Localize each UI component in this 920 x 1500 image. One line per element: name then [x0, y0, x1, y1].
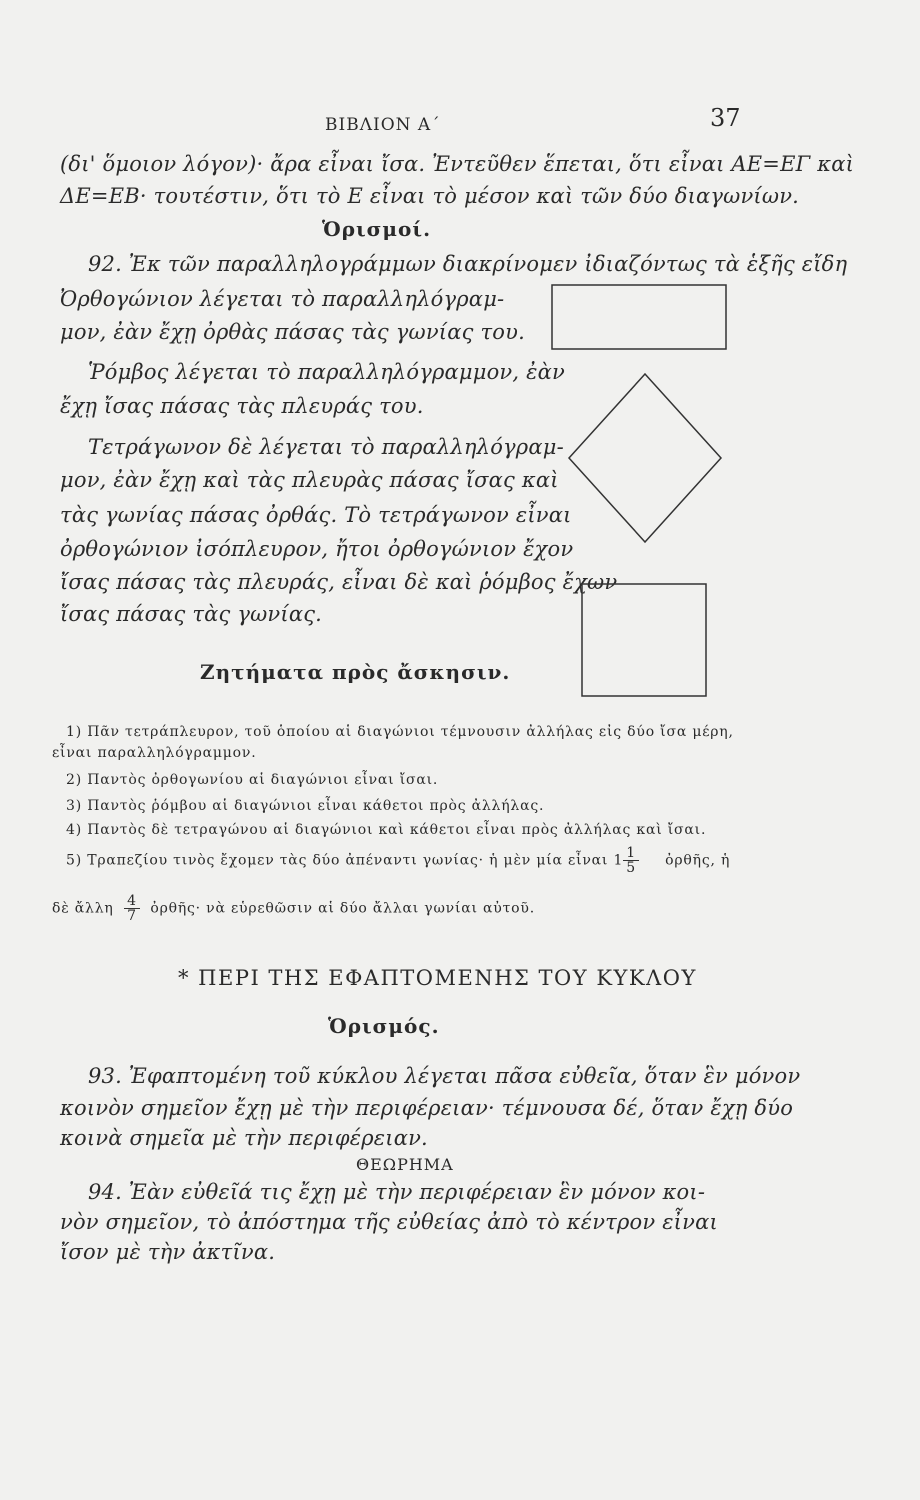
definitions-heading: Ὁρισμοί. — [322, 217, 432, 241]
exercise-5b-text-end: ὀρθῆς· νὰ εὑρεθῶσιν αἱ δύο ἄλλαι γωνίαι αὐτοῦ. — [150, 900, 535, 917]
page-number: 37 — [710, 104, 741, 132]
p92-line-1: 92. Ἐκ τῶν παραλληλογράμμων διακρίνομεν ἰδιαζόντως τὰ ἑξῆς εἴδη — [88, 252, 848, 276]
intro-line-1: (δι' ὅμοιον λόγον)· ἄρα εἶναι ἴσα. Ἐντεῦθεν ἕπεται, ὅτι εἶναι ΑΕ=ΕΓ καὶ — [60, 152, 855, 176]
fraction-one-fifth — [623, 846, 639, 875]
p93-line-3: κοινὰ σημεῖα μὲ τὴν περιφέρειαν. — [60, 1126, 428, 1150]
p94-line-2: νὸν σημεῖον, τὸ ἀπόστημα τῆς εὐθείας ἀπὸ τὸ κέντρον εἶναι — [60, 1210, 718, 1234]
exercise-5-text: 5) Τραπεζίου τινὸς ἔχομεν τὰς δύο ἀπέναντι γωνίας· ἡ μὲν μία εἶναι 1 — [66, 852, 624, 869]
exercise-5-text-end: ὀρθῆς, ἡ — [665, 852, 731, 869]
intro-line-2: ΔΕ=ΕΒ· τουτέστιν, ὅτι τὸ Ε εἶναι τὸ μέσον καὶ τῶν δύο διαγωνίων. — [60, 184, 800, 208]
p94-line-1: 94. Ἐὰν εὐθεῖά τις ἔχῃ μὲ τὴν περιφέρειαν ἓν μόνον κοι- — [88, 1180, 706, 1204]
exercise-2: 2) Παντὸς ὀρθογωνίου αἱ διαγώνιοι εἶναι ἴσαι. — [66, 772, 439, 788]
p92-line-9: ὀρθογώνιον ἰσόπλευρον, ἤτοι ὀρθογώνιον ἔχον — [60, 537, 574, 561]
p93-line-2: κοινὸν σημεῖον ἔχῃ μὲ τὴν περιφέρειαν· τέμνουσα δέ, ὅταν ἔχῃ δύο — [60, 1096, 794, 1120]
fraction-denominator: 7 — [124, 908, 140, 923]
fraction-denominator: 5 — [623, 860, 639, 875]
p92-line-2: Ὀρθογώνιον λέγεται τὸ παραλληλόγραμ- — [60, 287, 505, 311]
fraction-numerator: 4 — [127, 893, 137, 909]
p92-line-8: τὰς γωνίας πάσας ὀρθάς. Τὸ τετράγωνον εἶναι — [60, 503, 572, 527]
exercise-5 — [66, 846, 730, 875]
section-title: * ΠΕΡΙ ΤΗΣ ΕΦΑΠΤΟΜΕΝΗΣ ΤΟΥ ΚΥΚΛΟΥ — [178, 966, 697, 990]
exercise-5b-text: δὲ ἄλλη — [52, 900, 114, 917]
fraction-four-sevenths — [124, 894, 140, 923]
rectangle-figure — [550, 283, 730, 353]
definition-heading: Ὁρισμός. — [328, 1014, 440, 1038]
fraction-numerator: 1 — [626, 845, 636, 861]
theorem-heading: ΘΕΩΡΗΜΑ — [356, 1155, 454, 1174]
p92-line-7: μον, ἐὰν ἔχῃ καὶ τὰς πλευρὰς πάσας ἴσας καὶ — [60, 468, 559, 492]
p93-line-1: 93. Ἐφαπτομένη τοῦ κύκλου λέγεται πᾶσα εὐθεῖα, ὅταν ἓν μόνον — [88, 1064, 801, 1088]
p92-line-10: ἴσας πάσας τὰς πλευράς, εἶναι δὲ καὶ ῥόμβος ἔχων — [60, 570, 618, 594]
exercise-5-cont — [52, 894, 535, 923]
p92-line-3: μον, ἐὰν ἔχῃ ὀρθὰς πάσας τὰς γωνίας του. — [60, 320, 525, 344]
exercise-3: 3) Παντὸς ῥόμβου αἱ διαγώνιοι εἶναι κάθετοι πρὸς ἀλλήλας. — [66, 798, 545, 814]
rhombus-figure — [565, 370, 725, 550]
running-header: ΒΙΒΛΙΟΝ Α΄ — [325, 115, 441, 135]
p92-line-11: ἴσας πάσας τὰς γωνίας. — [60, 602, 323, 626]
exercise-4: 4) Παντὸς δὲ τετραγώνου αἱ διαγώνιοι καὶ κάθετοι εἶναι πρὸς ἀλλήλας καὶ ἴσαι. — [66, 822, 707, 838]
exercises-heading: Ζητήματα πρὸς ἄσκησιν. — [200, 660, 511, 684]
p92-line-6: Τετράγωνον δὲ λέγεται τὸ παραλληλόγραμ- — [88, 435, 564, 459]
p92-line-5: ἔχῃ ἴσας πάσας τὰς πλευράς του. — [60, 394, 424, 418]
exercise-1-cont: εἶναι παραλληλόγραμμον. — [52, 745, 257, 761]
p92-line-4: Ῥόμβος λέγεται τὸ παραλληλόγραμμον, ἐὰν — [88, 360, 565, 384]
exercise-1: 1) Πᾶν τετράπλευρον, τοῦ ὁποίου αἱ διαγώνιοι τέμνουσιν ἀλλήλας εἰς δύο ἴσα μέρη, — [66, 724, 734, 740]
p94-line-3: ἴσον μὲ τὴν ἀκτῖνα. — [60, 1240, 276, 1264]
square-figure — [580, 582, 710, 702]
